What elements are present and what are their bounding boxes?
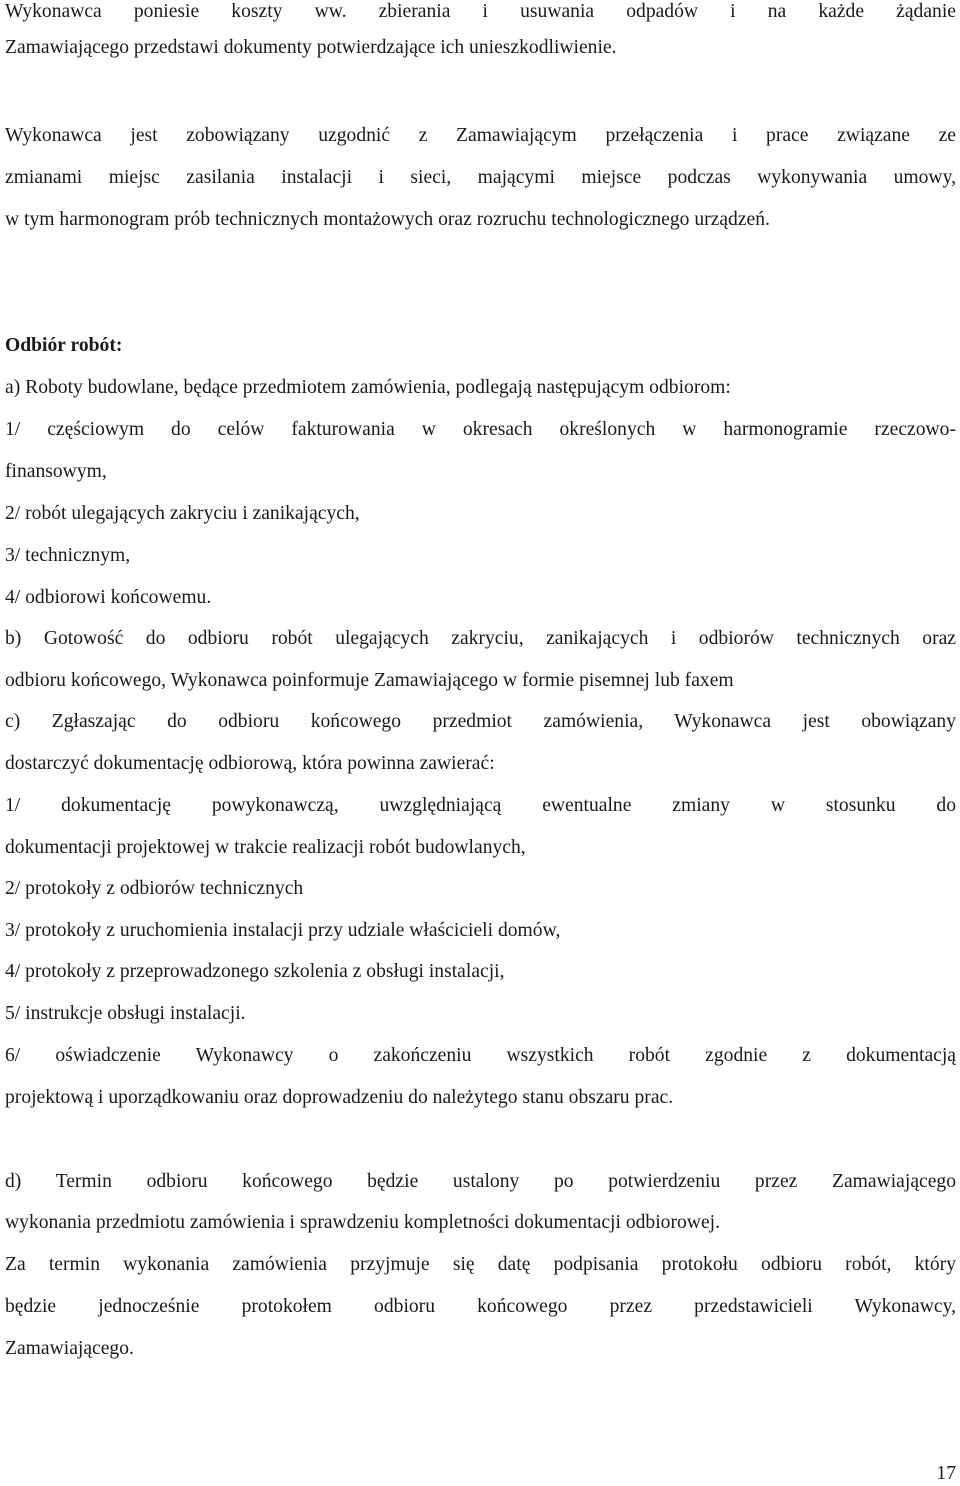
text-line: Zamawiającego przedstawi dokumenty potwierdzające ich unieszkodliwienie. <box>5 37 617 58</box>
text-line: Wykonawca poniesie koszty ww. zbierania i usuwania odpadów i na każde żądanie <box>5 1 956 22</box>
text-line: projektową i uporządkowaniu oraz doprowadzeniu do należytego stanu obszaru prac. <box>5 1087 674 1108</box>
text-line: wykonania przedmiotu zamówienia i sprawdzeniu kompletności dokumentacji odbiorowej. <box>5 1212 720 1233</box>
text-line: 3/ technicznym, <box>5 545 131 566</box>
text-line: d) Termin odbioru końcowego będzie ustalony po potwierdzeniu przez Zamawiającego <box>5 1171 956 1192</box>
text-line: 1/ częściowym do celów fakturowania w okresach określonych w harmonogramie rzeczowo- <box>5 419 956 440</box>
text-line: 6/ oświadczenie Wykonawcy o zakończeniu wszystkich robót zgodnie z dokumentacją <box>5 1045 956 1066</box>
text-line: 4/ protokoły z przeprowadzonego szkolenia z obsługi instalacji, <box>5 961 505 982</box>
text-line: 2/ robót ulegających zakryciu i zanikających, <box>5 503 360 524</box>
text-line: dostarczyć dokumentację odbiorową, która powinna zawierać: <box>5 753 495 774</box>
text-line: b) Gotowość do odbioru robót ulegających zakryciu, zanikających i odbiorów technicznych oraz <box>5 628 956 649</box>
text-line: 2/ protokoły z odbiorów technicznych <box>5 878 304 899</box>
text-line: 3/ protokoły z uruchomienia instalacji przy udziale właścicieli domów, <box>5 920 561 941</box>
text-line: a) Roboty budowlane, będące przedmiotem zamówienia, podlegają następującym odbiorom: <box>5 377 731 398</box>
text-line: 5/ instrukcje obsługi instalacji. <box>5 1003 246 1024</box>
text-line: c) Zgłaszając do odbioru końcowego przedmiot zamówienia, Wykonawca jest obowiązany <box>5 711 956 732</box>
text-line: Zamawiającego. <box>5 1338 134 1359</box>
section-heading: Odbiór robót: <box>5 335 123 356</box>
text-line: będzie jednocześnie protokołem odbioru końcowego przez przedstawicieli Wykonawcy, <box>5 1296 956 1317</box>
page-number: 17 <box>936 1463 956 1484</box>
text-line: w tym harmonogram prób technicznych montażowych oraz rozruchu technologicznego urządzeń. <box>5 209 770 230</box>
text-line: Wykonawca jest zobowiązany uzgodnić z Zamawiającym przełączenia i prace związane ze <box>5 125 956 146</box>
text-line: 4/ odbiorowi końcowemu. <box>5 587 212 608</box>
text-line: odbioru końcowego, Wykonawca poinformuje Zamawiającego w formie pisemnej lub faxem <box>5 670 734 691</box>
text-line: dokumentacji projektowej w trakcie realizacji robót budowlanych, <box>5 837 526 858</box>
text-line: 1/ dokumentację powykonawczą, uwzględniającą ewentualne zmiany w stosunku do <box>5 795 956 816</box>
text-line: zmianami miejsc zasilania instalacji i sieci, mającymi miejsce podczas wykonywania umowy, <box>5 167 956 188</box>
text-line: Za termin wykonania zamówienia przyjmuje się datę podpisania protokołu odbioru robót, który <box>5 1254 956 1275</box>
text-line: finansowym, <box>5 461 107 482</box>
